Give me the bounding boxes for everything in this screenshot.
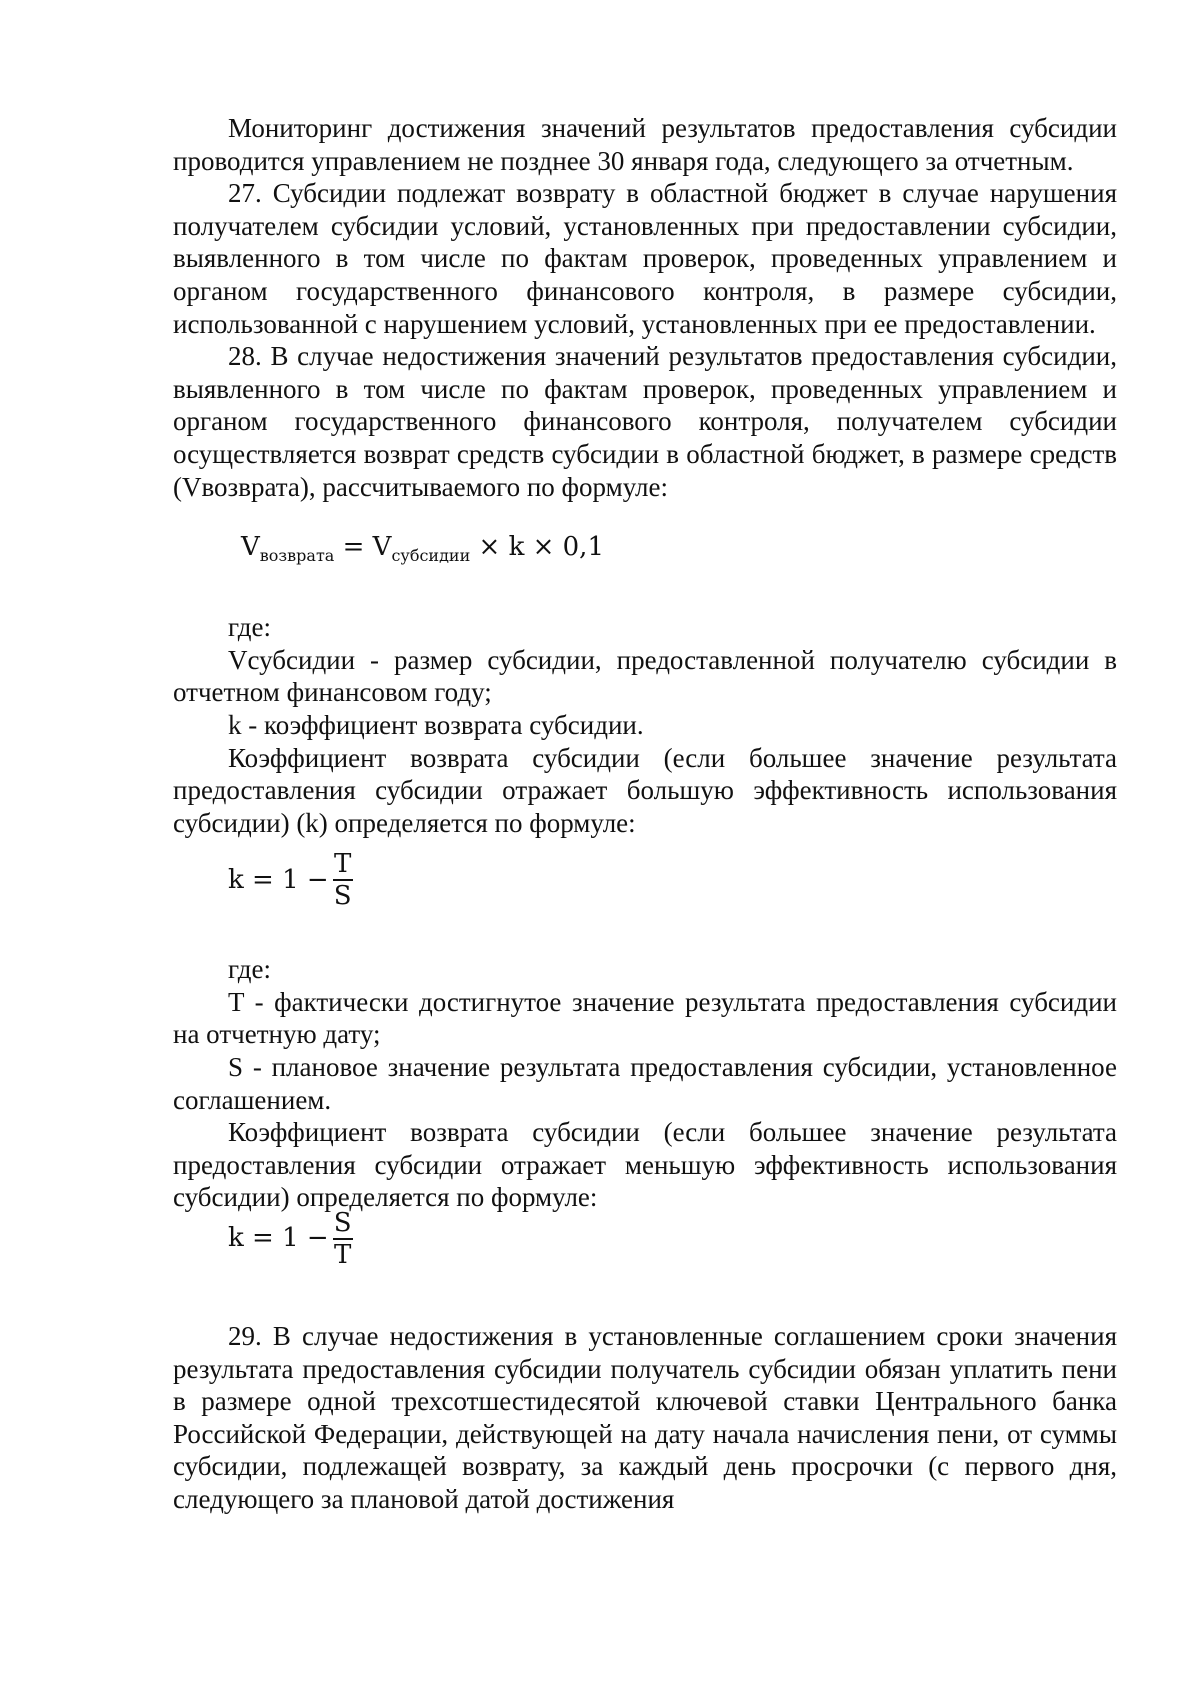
formula-coefficient-1 bbox=[173, 849, 1117, 923]
formula-2-numerator: T bbox=[334, 849, 352, 880]
formula-return-amount bbox=[173, 531, 1117, 581]
formula-equals: = bbox=[334, 532, 373, 563]
paragraph-27: 27. Субсидии подлежат возврату в областной бюджет в случае нарушения получателем субсидии условий, установленных при предоставлении субсидии, выявленного в том числе по фактам проверок, проведенных управлением и органом государственного финансового контроля, в размере субсидии, использованной с нарушением условий, установленных при ее предоставлении. bbox=[173, 178, 1117, 339]
formula-lhs: V bbox=[241, 532, 260, 563]
document-body bbox=[173, 112, 1117, 1516]
definition-k: k - коэффициент возврата субсидии. bbox=[228, 709, 644, 740]
formula-3-fraction bbox=[333, 1208, 353, 1270]
definition-t: T - фактически достигнутое значение результата предоставления субсидии на отчетную дату; bbox=[173, 986, 1117, 1050]
formula-2-fraction bbox=[333, 849, 353, 911]
paragraph-coefficient-1: Коэффициент возврата субсидии (если большее значение результата предоставления субсидии отражает большую эффективность использования субсидии) (k) определяется по формуле: bbox=[173, 742, 1117, 838]
paragraph-28: 28. В случае недостижения значений результатов предоставления субсидии, выявленного в том числе по фактам проверок, проведенных управлением и органом государственного финансового контроля, получателем субсидии осуществляется возврат средств субсидии в областной бюджет, в размере средств (Vвозврата), рассчитываемого по формуле: bbox=[173, 341, 1117, 502]
formula-3-denominator: T bbox=[334, 1239, 352, 1270]
formula-rest: × k × 0,1 bbox=[470, 532, 604, 563]
formula-2-denominator: S bbox=[333, 880, 352, 911]
formula-lhs-subscript: возврата bbox=[259, 546, 335, 566]
formula-3-numerator: S bbox=[333, 1208, 352, 1239]
paragraph-coefficient-2: Коэффициент возврата субсидии (если большее значение результата предоставления субсидии отражает меньшую эффективность использования субсидии) определяется по формуле: bbox=[173, 1117, 1117, 1213]
formula-rhs: V bbox=[372, 532, 392, 563]
formula-3-lhs: k = 1 − bbox=[228, 1223, 329, 1254]
paragraph-monitoring: Мониторинг достижения значений результатов предоставления субсидии проводится управлением не позднее 30 января года, следующего за отчетным. bbox=[173, 113, 1117, 176]
where-label-2: где: bbox=[228, 954, 271, 985]
paragraph-29: 29. В случае недостижения в установленные соглашением сроки значения результата предоставления субсидии получатель субсидии обязан уплатить пени в размере одной трехсотшестидесятой ключевой ставки Центрального банка Российской Федерации, действующей на дату начала начисления пени, от суммы субсидии, подлежащей возврату, за каждый день просрочки (с первого дня, следующего за плановой датой достижения bbox=[173, 1321, 1117, 1514]
definition-s: S - плановое значение результата предоставления субсидии, установленное соглашением. bbox=[173, 1052, 1117, 1115]
formula-rhs-subscript: субсидии bbox=[391, 546, 471, 566]
formula-2-lhs: k = 1 − bbox=[228, 864, 329, 895]
where-label-1: где: bbox=[228, 612, 271, 643]
definition-v-subsidy: Vсубсидии - размер субсидии, предоставленной получателю субсидии в отчетном финансовом году; bbox=[173, 644, 1117, 708]
formula-coefficient-2 bbox=[173, 1208, 1117, 1280]
